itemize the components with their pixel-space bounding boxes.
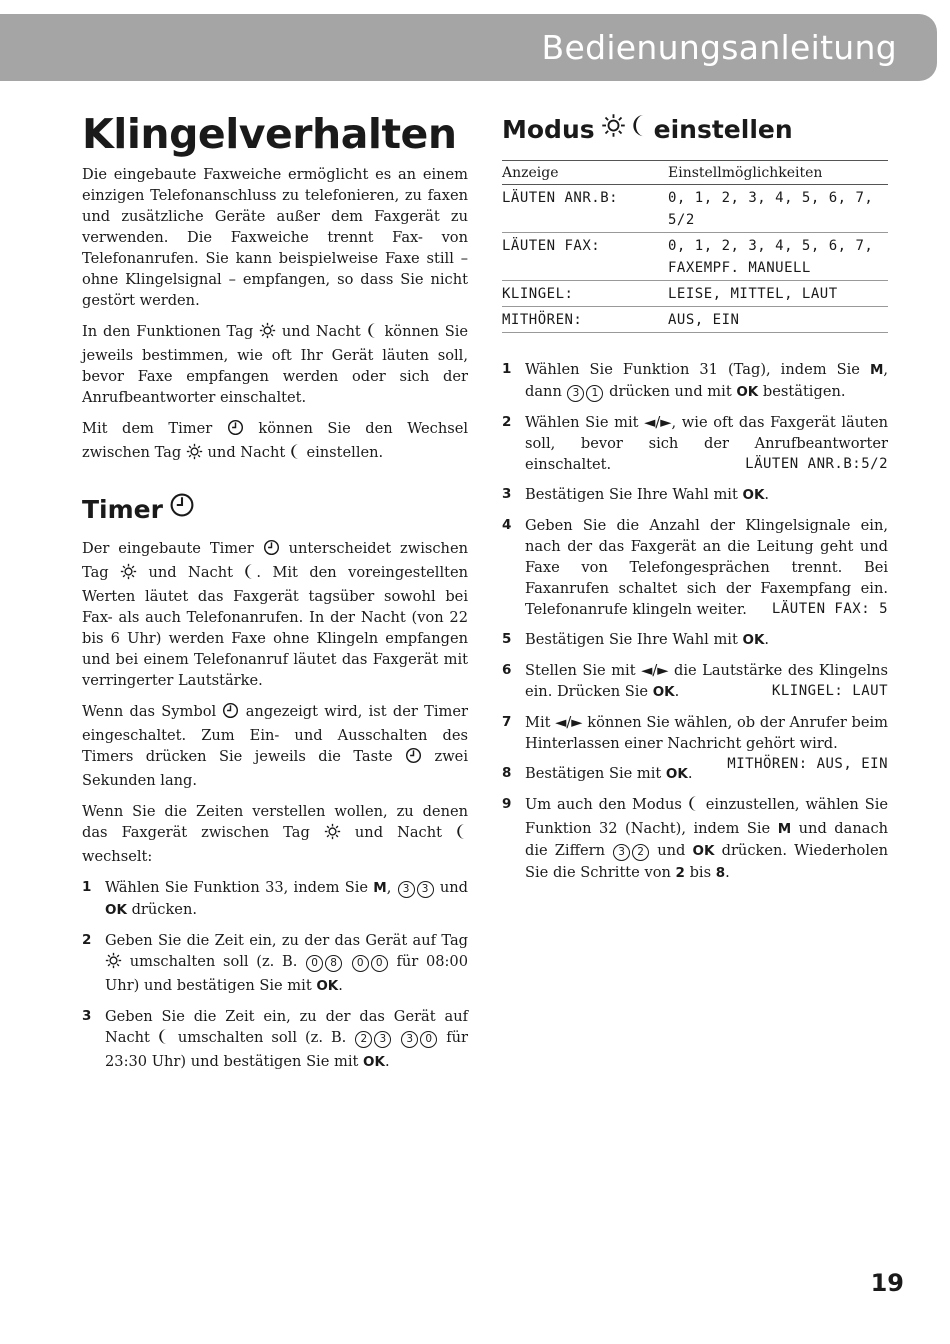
digit-key: 1	[586, 385, 603, 402]
digit-key: 3	[398, 881, 415, 898]
list-item: 1 Wählen Sie Funktion 31 (Tag), indem Sie M, dann 3 1 drücken und mit OK bestätigen.	[502, 361, 889, 400]
list-item: 3 Geben Sie die Zeit ein, zu der das Gerät auf Nacht umschalten soll (z. B. 2 3 3 0 für 23:30 Uhr) und bestätigen Sie mit OK.	[82, 1008, 469, 1070]
key-ok: OK	[316, 978, 339, 994]
key-ok: OK	[665, 766, 688, 782]
moon-icon	[244, 563, 256, 586]
lcd-readout: KLINGEL: LAUT	[771, 683, 888, 699]
settings-table	[502, 160, 888, 333]
page-title: Klingelverhalten	[82, 110, 457, 158]
list-item: 8 Bestätigen Sie mit OK.	[502, 765, 693, 782]
key-ok: OK	[652, 684, 675, 700]
timer-paragraph-1: Der eingebaute Timer unterscheidet zwischen Tag und Nacht . Mit den voreingestellten Werten läutet das Faxgerät tagsüber sowohl bei Fax- als auch Telefonanrufen. In der Nacht (von 22 bis 6 Uhr) werden Faxe ohne Klingeln empfangen und bei einem Telefonanruf läutet das Faxgerät mit verringerter Lautstärke.	[82, 540, 469, 689]
table-cell-options: AUS, EIN	[668, 307, 888, 333]
table-header-row	[502, 161, 888, 185]
list-item: 7 Mit ◄/► können Sie wählen, ob der Anrufer beim Hinterlassen einer Nachricht gehört wird. MITHÖREN: AUS, EIN	[502, 712, 888, 754]
list-item: 6 Stellen Sie mit ◄/► die Lautstärke des Klingelns ein. Drücken Sie OK. KLINGEL: LAUT	[502, 662, 888, 700]
timer-steps	[82, 877, 468, 1073]
sun-icon	[105, 952, 122, 975]
digit-key: 3	[374, 1031, 391, 1048]
timer-paragraph-2: Wenn das Symbol angezeigt wird, ist der Timer eingeschaltet. Zum Ein- und Ausschalten des Timers drücken Sie jeweils die Taste zwei Sekunden lang.	[82, 703, 468, 789]
table-row	[502, 307, 888, 333]
header-title: Bedienungsanleitung	[541, 28, 897, 67]
moon-icon	[290, 443, 302, 466]
sun-icon	[186, 443, 203, 466]
moon-icon	[688, 795, 700, 818]
digit-key: 2	[632, 844, 649, 861]
key-ok: OK	[742, 487, 765, 503]
timer-heading: Timer	[82, 492, 468, 528]
digit-key: 0	[306, 955, 323, 972]
list-item: 3 Bestätigen Sie Ihre Wahl mit OK.	[502, 486, 770, 503]
table-cell-options: 0, 1, 2, 3, 4, 5, 6, 7, FAXEMPF. MANUELL	[668, 233, 888, 281]
timer-paragraph-3: Wenn Sie die Zeiten verstellen wollen, zu denen das Faxgerät zwischen Tag und Nacht wechselt:	[82, 803, 468, 865]
key-m: M	[869, 362, 884, 378]
digit-key: 0	[371, 955, 388, 972]
table-header: Einstellmöglichkeiten	[668, 161, 888, 185]
moon-icon	[456, 823, 468, 846]
clock-icon	[405, 747, 422, 770]
digit-key: 3	[567, 385, 584, 402]
table-cell-options: 0, 1, 2, 3, 4, 5, 6, 7, 5/2	[668, 185, 888, 233]
sun-icon	[324, 823, 341, 846]
table-cell-display: MITHÖREN:	[502, 307, 668, 333]
list-item: 2 Wählen Sie mit ◄/►, wie oft das Faxgerät läuten soll, bevor sich der Anrufbeantworter einschaltet. LÄUTEN ANR.B:5/2	[502, 414, 888, 473]
key-ok: OK	[742, 632, 765, 648]
sun-icon	[259, 322, 276, 345]
digit-key: 0	[352, 955, 369, 972]
key-m: M	[777, 821, 792, 837]
clock-icon	[169, 492, 195, 528]
timer-intro-paragraph: Mit dem Timer können Sie den Wechsel zwischen Tag und Nacht einstellen.	[82, 418, 468, 466]
digit-key: 3	[401, 1031, 418, 1048]
table-cell-display: KLINGEL:	[502, 281, 668, 307]
digit-key: 2	[355, 1031, 372, 1048]
table-row	[502, 281, 888, 307]
left-column	[82, 108, 468, 1082]
list-item: 5 Bestätigen Sie Ihre Wahl mit OK.	[502, 631, 770, 648]
mode-heading: Modus einstellen	[502, 112, 888, 148]
table-cell-display: LÄUTEN FAX:	[502, 233, 668, 281]
table-row	[502, 185, 888, 233]
clock-icon	[227, 419, 244, 442]
clock-icon	[263, 539, 280, 562]
table-row	[502, 233, 888, 281]
list-item: 9 Um auch den Modus einzustellen, wählen Sie Funktion 32 (Nacht), indem Sie M und danach die Ziffern 3 2 und OK drücken. Wiederholen Sie die Schritte von 2 bis 8.	[502, 796, 889, 881]
page-number: 19	[870, 1269, 904, 1297]
list-item: 1 Wählen Sie Funktion 33, indem Sie M, 3 3 und OK drücken.	[82, 879, 469, 918]
key-m: M	[373, 880, 387, 896]
digit-key: 3	[613, 844, 630, 861]
key-ok: OK	[105, 902, 127, 918]
right-column	[502, 108, 888, 893]
day-night-paragraph: In den Funktionen Tag und Nacht können Sie jeweils bestimmen, wie oft Ihr Gerät läuten soll, bevor Faxe empfangen werden oder sich der Anrufbeantworter einschaltet.	[82, 323, 469, 406]
key-ok: OK	[736, 384, 759, 400]
header-bar	[0, 14, 937, 81]
lcd-readout: MITHÖREN: AUS, EIN	[727, 756, 888, 772]
digit-key: 3	[417, 881, 434, 898]
lcd-readout: LÄUTEN ANR.B:5/2	[745, 456, 888, 472]
table-header: Anzeige	[502, 161, 668, 185]
list-item: 4 Geben Sie die Anzahl der Klingelsignale ein, nach der das Faxgerät an die Leitung geht und Faxe von Telefongesprächen trennt. Bei Faxanrufen schaltet sich der Faxempfang ein. Telefonanrufe klingeln weiter. LÄUTEN FAX: 5	[502, 517, 888, 618]
table-cell-options: LEISE, MITTEL, LAUT	[668, 281, 888, 307]
lcd-readout: LÄUTEN FAX: 5	[771, 601, 888, 617]
intro-paragraph: Die eingebaute Faxweiche ermöglicht es an einem einzigen Telefonanschluss zu telefonieren, zu faxen und zusätzliche Geräte außer dem Faxgerät zu verwenden. Die Faxweiche trennt Fax- von Telefonanrufen. Sie kann beispielweise Faxe still – ohne Klingelsignal – empfangen, so dass Sie nicht gestört werden.	[82, 166, 468, 309]
sun-icon	[120, 563, 137, 586]
key-ok: OK	[363, 1054, 385, 1070]
moon-icon	[158, 1028, 170, 1051]
list-item: 2 Geben Sie die Zeit ein, zu der das Gerät auf Tag umschalten soll (z. B. 0 8 0 0 für 08:00 Uhr) und bestätigen Sie mit OK.	[82, 932, 468, 994]
clock-icon	[222, 702, 239, 725]
sun-icon	[601, 112, 626, 148]
digit-key: 0	[420, 1031, 437, 1048]
moon-icon	[367, 322, 379, 345]
mode-steps	[502, 359, 888, 884]
digit-key: 8	[325, 955, 342, 972]
table-cell-display: LÄUTEN ANR.B:	[502, 185, 668, 233]
moon-icon	[632, 112, 648, 148]
key-ok: OK	[692, 843, 715, 859]
